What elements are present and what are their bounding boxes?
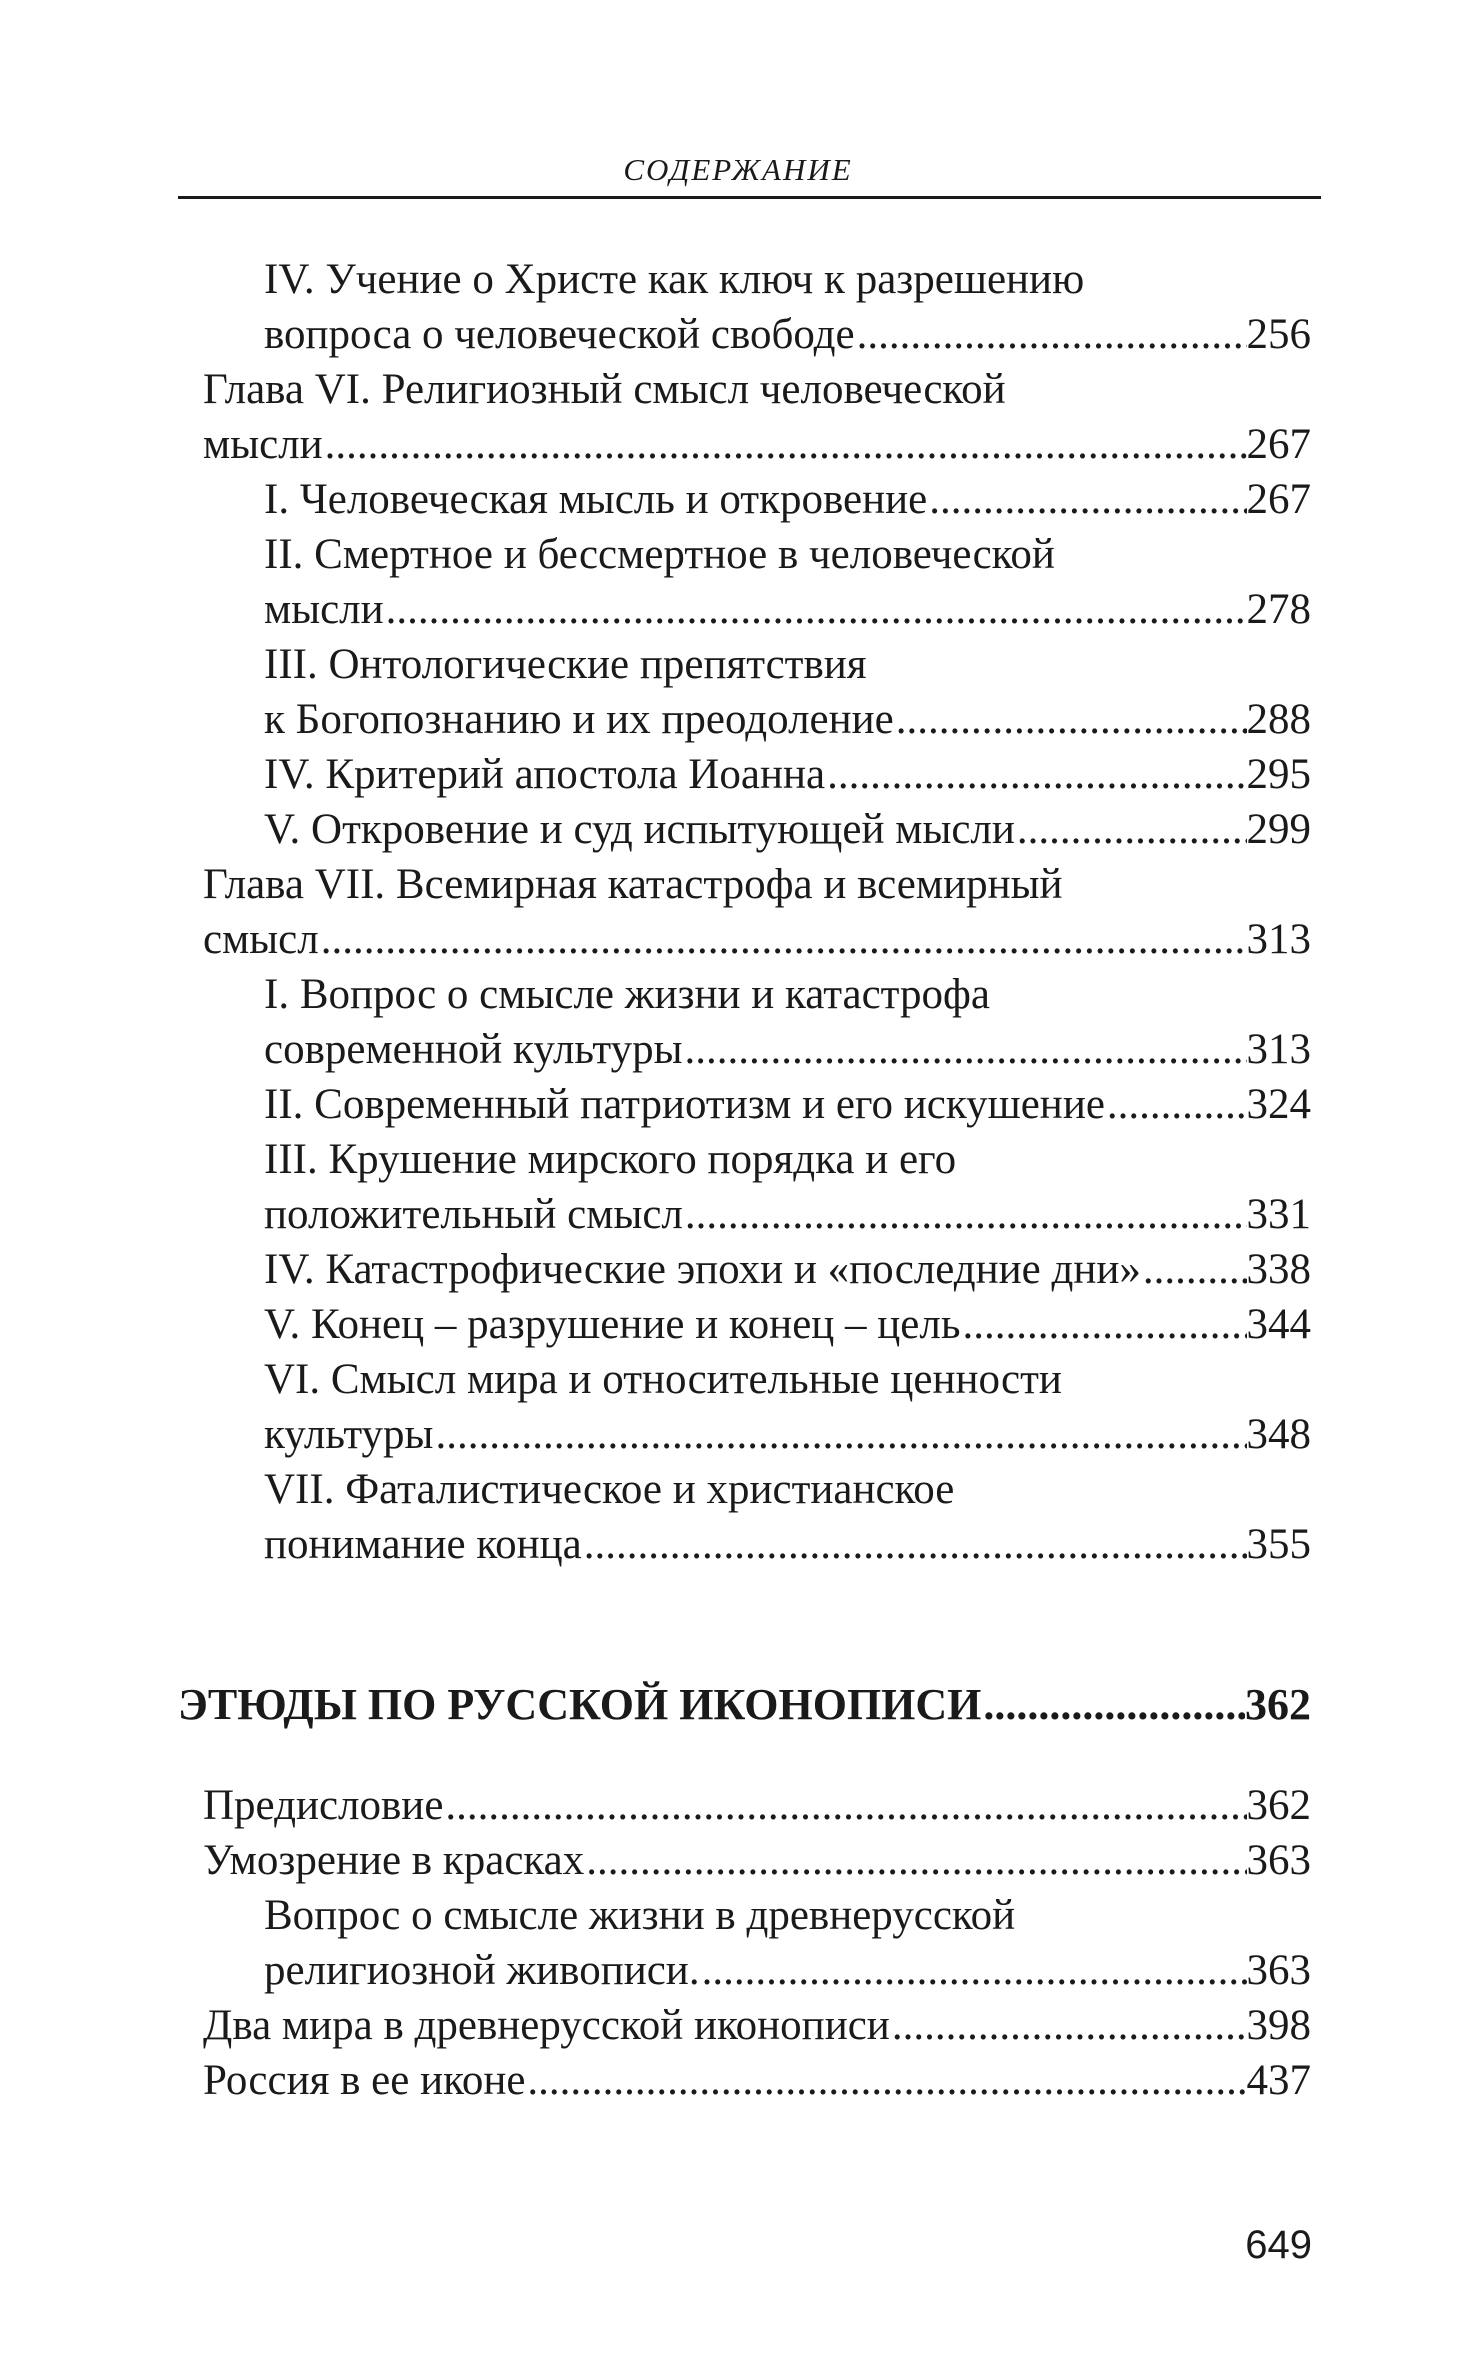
toc-entry-page: 348: [1246, 1411, 1311, 1458]
toc-entry: [264, 802, 1311, 858]
toc-entry-page: 299: [1246, 806, 1311, 853]
toc-entry-title: Предисловие: [203, 1782, 444, 1829]
dot-leader: [927, 472, 1246, 528]
toc-entry-title: смысл: [203, 916, 319, 963]
toc-entry-title: V. Откровение и суд испытующей мысли: [264, 806, 1015, 853]
dot-leader: [319, 912, 1247, 968]
toc-entry: Вопрос о смысле жизни в древнерусской: [264, 1892, 1016, 1939]
dot-leader: [584, 1833, 1246, 1889]
dot-leader: [1105, 1077, 1247, 1133]
toc-entry: III. Крушение мирского порядка и его: [264, 1136, 957, 1183]
dot-leader: [433, 1407, 1246, 1463]
toc-entry: [264, 1297, 1311, 1353]
toc-entry-page: 437: [1246, 2057, 1311, 2104]
toc-entry: Глава VI. Религиозный смысл человеческой: [203, 366, 1006, 413]
toc-entry-title: к Богопознанию и их преодоление: [264, 696, 894, 743]
toc-entry-title: Умозрение в красках: [203, 1837, 585, 1884]
toc-section-heading: [178, 1677, 1311, 1733]
toc-entry-title: мысли: [203, 421, 323, 468]
toc-entry: [264, 472, 1311, 528]
toc-entry-page: 355: [1246, 1521, 1311, 1568]
toc-entry: [203, 2053, 1311, 2109]
toc-entry-page: 313: [1246, 916, 1311, 963]
toc-entry: [203, 417, 1311, 473]
toc-entry: [264, 1943, 1311, 1999]
toc-entry-title: Два мира в древнерусской иконописи: [203, 2002, 890, 2049]
toc-entry-title: ЭТЮДЫ ПО РУССКОЙ ИКОНОПИСИ: [178, 1680, 982, 1729]
toc-entry: [264, 1077, 1311, 1133]
toc-entry-page: 313: [1246, 1026, 1311, 1073]
toc-entry-page: 295: [1246, 751, 1311, 798]
toc-entry: VI. Смысл мира и относительные ценности: [264, 1356, 1062, 1403]
toc-entry: [264, 692, 1311, 748]
toc-entry-title: II. Современный патриотизм и его искушение: [264, 1081, 1105, 1128]
header-title: СОДЕРЖАНИЕ: [623, 152, 853, 187]
dot-leader: [825, 747, 1246, 803]
toc-entry-title: современной культуры: [264, 1026, 683, 1073]
toc-entry: [203, 912, 1311, 968]
toc-entry: [264, 1022, 1311, 1078]
toc-entry-page: 324: [1246, 1081, 1311, 1128]
page-number: 649: [1245, 2223, 1312, 2267]
toc-entry-page: 338: [1246, 1246, 1311, 1293]
dot-leader: [443, 1778, 1246, 1834]
dot-leader: [323, 417, 1247, 473]
dot-leader: [683, 1187, 1247, 1243]
dot-leader: [890, 1998, 1247, 2054]
toc-entry-page: 267: [1246, 421, 1311, 468]
dot-leader: [525, 2053, 1246, 2109]
toc-entry: [264, 307, 1311, 363]
dot-leader: [384, 582, 1247, 638]
toc-entry: IV. Учение о Христе как ключ к разрешению: [264, 256, 1085, 303]
toc-entry-title: V. Конец – разрушение и конец – цель: [264, 1301, 961, 1348]
dot-leader: [683, 1022, 1247, 1078]
toc-entry-title: понимание конца: [264, 1521, 582, 1568]
toc-entry: [264, 1187, 1311, 1243]
toc-entry-page: 256: [1246, 311, 1311, 358]
toc-entry: I. Вопрос о смысле жизни и катастрофа: [264, 971, 990, 1018]
toc-entry-title: религиозной живописи.: [264, 1947, 700, 1994]
dot-leader: [1141, 1242, 1247, 1298]
toc-entry: VII. Фаталистическое и христианское: [264, 1466, 955, 1513]
toc-entry-title: мысли: [264, 586, 384, 633]
toc-entry-page: 344: [1246, 1301, 1311, 1348]
toc-entry-title: вопроса о человеческой свободе: [264, 311, 855, 358]
dot-leader: [894, 692, 1247, 748]
toc-entry-title: Россия в ее иконе: [203, 2057, 526, 2104]
toc-entry: [264, 582, 1311, 638]
toc-entry-page: 398: [1246, 2002, 1311, 2049]
toc-entry: II. Смертное и бессмертное в человеческой: [264, 531, 1055, 578]
toc-entry: [264, 747, 1311, 803]
toc-entry-title: культуры: [264, 1411, 434, 1458]
dot-leader: [700, 1943, 1247, 1999]
toc-entry-page: 362: [1246, 1782, 1311, 1829]
toc-entry-page: 362: [1245, 1680, 1311, 1729]
toc-entry: [203, 1778, 1311, 1834]
dot-leader: [1015, 802, 1247, 858]
dot-leader: [981, 1677, 1245, 1733]
toc-entry: [203, 1833, 1311, 1889]
toc-entry-page: 363: [1246, 1837, 1311, 1884]
toc-entry-title: положительный смысл: [264, 1191, 683, 1238]
toc-entry-page: 267: [1246, 476, 1311, 523]
toc-entry-page: 278: [1246, 586, 1311, 633]
header-rule: [178, 196, 1321, 199]
dot-leader: [960, 1297, 1246, 1353]
dot-leader: [582, 1517, 1247, 1573]
toc-entry: III. Онтологические препятствия: [264, 641, 867, 688]
toc-entry: Глава VII. Всемирная катастрофа и всемирный: [203, 861, 1063, 908]
toc-entry: [264, 1517, 1311, 1573]
toc-entry-title: IV. Катастрофические эпохи и «последние дни»: [264, 1246, 1141, 1293]
toc-entry-page: 288: [1246, 696, 1311, 743]
dot-leader: [855, 307, 1247, 363]
toc-entry-page: 331: [1246, 1191, 1311, 1238]
toc-entry-title: I. Человеческая мысль и откровение: [264, 476, 928, 523]
toc-entry: [203, 1998, 1311, 2054]
toc-entry-title: IV. Критерий апостола Иоанна: [264, 751, 826, 798]
toc-entry: [264, 1407, 1311, 1463]
toc-entry-page: 363: [1246, 1947, 1311, 1994]
toc-entry: [264, 1242, 1311, 1298]
